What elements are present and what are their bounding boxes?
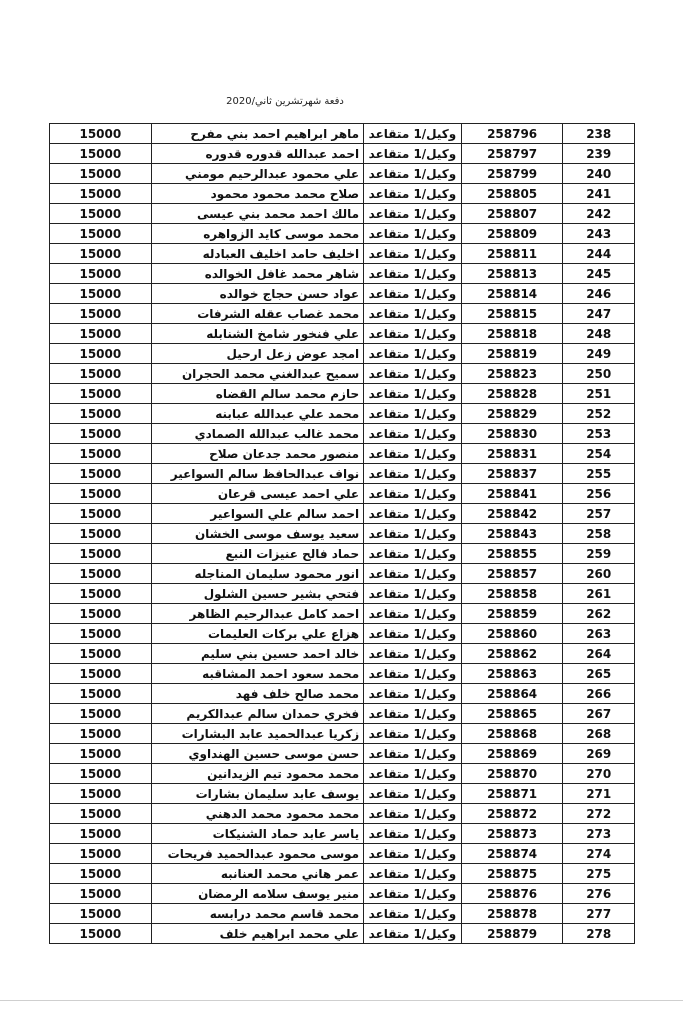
id-number-cell: 258876 — [461, 884, 563, 904]
amount-cell: 15000 — [50, 484, 152, 504]
id-number-cell: 258879 — [461, 924, 563, 944]
name-cell: علي احمد عيسى قرعان — [151, 484, 363, 504]
table-row — [50, 244, 635, 264]
serial-number-cell: 257 — [563, 504, 635, 524]
id-number-cell: 258841 — [461, 484, 563, 504]
name-cell: حازم محمد سالم القضاه — [151, 384, 363, 404]
id-number-cell: 258860 — [461, 624, 563, 644]
amount-cell: 15000 — [50, 284, 152, 304]
amount-cell: 15000 — [50, 804, 152, 824]
rank-cell: وكيل/1 متقاعد — [364, 404, 462, 424]
rank-cell: وكيل/1 متقاعد — [364, 644, 462, 664]
rank-cell: وكيل/1 متقاعد — [364, 824, 462, 844]
rank-cell: وكيل/1 متقاعد — [364, 484, 462, 504]
rank-cell: وكيل/1 متقاعد — [364, 844, 462, 864]
serial-number-cell: 261 — [563, 584, 635, 604]
id-number-cell: 258813 — [461, 264, 563, 284]
rank-cell: وكيل/1 متقاعد — [364, 884, 462, 904]
table-row — [50, 404, 635, 424]
id-number-cell: 258818 — [461, 324, 563, 344]
name-cell: موسى محمود عبدالحميد فريحات — [151, 844, 363, 864]
id-number-cell: 258855 — [461, 544, 563, 564]
serial-number-cell: 270 — [563, 764, 635, 784]
name-cell: محمد قاسم محمد درابسه — [151, 904, 363, 924]
serial-number-cell: 245 — [563, 264, 635, 284]
serial-number-cell: 238 — [563, 124, 635, 144]
id-number-cell: 258868 — [461, 724, 563, 744]
serial-number-cell: 248 — [563, 324, 635, 344]
name-cell: احمد كامل عبدالرحيم الظاهر — [151, 604, 363, 624]
rank-cell: وكيل/1 متقاعد — [364, 144, 462, 164]
name-cell: شاهر محمد غافل الخوالده — [151, 264, 363, 284]
table-row — [50, 784, 635, 804]
rank-cell: وكيل/1 متقاعد — [364, 624, 462, 644]
rank-cell: وكيل/1 متقاعد — [364, 204, 462, 224]
serial-number-cell: 246 — [563, 284, 635, 304]
table-row — [50, 904, 635, 924]
amount-cell: 15000 — [50, 144, 152, 164]
serial-number-cell: 264 — [563, 644, 635, 664]
amount-cell: 15000 — [50, 344, 152, 364]
name-cell: محمد علي عبدالله عبابنه — [151, 404, 363, 424]
table-row — [50, 464, 635, 484]
table-row — [50, 724, 635, 744]
table-row — [50, 424, 635, 444]
table-row — [50, 484, 635, 504]
id-number-cell: 258830 — [461, 424, 563, 444]
serial-number-cell: 272 — [563, 804, 635, 824]
rank-cell: وكيل/1 متقاعد — [364, 524, 462, 544]
table-row — [50, 764, 635, 784]
table-row — [50, 644, 635, 664]
id-number-cell: 258843 — [461, 524, 563, 544]
amount-cell: 15000 — [50, 584, 152, 604]
rank-cell: وكيل/1 متقاعد — [364, 924, 462, 944]
id-number-cell: 258873 — [461, 824, 563, 844]
table-row — [50, 884, 635, 904]
table-row — [50, 364, 635, 384]
rank-cell: وكيل/1 متقاعد — [364, 184, 462, 204]
rank-cell: وكيل/1 متقاعد — [364, 864, 462, 884]
serial-number-cell: 252 — [563, 404, 635, 424]
table-row — [50, 704, 635, 724]
amount-cell: 15000 — [50, 644, 152, 664]
serial-number-cell: 254 — [563, 444, 635, 464]
rank-cell: وكيل/1 متقاعد — [364, 564, 462, 584]
amount-cell: 15000 — [50, 204, 152, 224]
id-number-cell: 258871 — [461, 784, 563, 804]
table-row — [50, 304, 635, 324]
table-row — [50, 184, 635, 204]
name-cell: حماد فالح عنيزات النبع — [151, 544, 363, 564]
serial-number-cell: 262 — [563, 604, 635, 624]
amount-cell: 15000 — [50, 364, 152, 384]
serial-number-cell: 278 — [563, 924, 635, 944]
name-cell: خالد احمد حسين بني سليم — [151, 644, 363, 664]
rank-cell: وكيل/1 متقاعد — [364, 724, 462, 744]
amount-cell: 15000 — [50, 844, 152, 864]
payment-table-body — [50, 124, 635, 944]
id-number-cell: 258796 — [461, 124, 563, 144]
name-cell: صلاح محمد محمود محمود — [151, 184, 363, 204]
amount-cell: 15000 — [50, 744, 152, 764]
name-cell: انور محمود سليمان المناجله — [151, 564, 363, 584]
amount-cell: 15000 — [50, 864, 152, 884]
amount-cell: 15000 — [50, 264, 152, 284]
id-number-cell: 258865 — [461, 704, 563, 724]
name-cell: محمد محمود محمد الدهني — [151, 804, 363, 824]
serial-number-cell: 239 — [563, 144, 635, 164]
rank-cell: وكيل/1 متقاعد — [364, 744, 462, 764]
serial-number-cell: 255 — [563, 464, 635, 484]
table-row — [50, 604, 635, 624]
serial-number-cell: 251 — [563, 384, 635, 404]
amount-cell: 15000 — [50, 464, 152, 484]
serial-number-cell: 263 — [563, 624, 635, 644]
id-number-cell: 258829 — [461, 404, 563, 424]
amount-cell: 15000 — [50, 564, 152, 584]
serial-number-cell: 249 — [563, 344, 635, 364]
table-row — [50, 924, 635, 944]
id-number-cell: 258863 — [461, 664, 563, 684]
rank-cell: وكيل/1 متقاعد — [364, 664, 462, 684]
table-row — [50, 864, 635, 884]
name-cell: هزاع علي بركات العليمات — [151, 624, 363, 644]
table-row — [50, 684, 635, 704]
id-number-cell: 258859 — [461, 604, 563, 624]
amount-cell: 15000 — [50, 664, 152, 684]
rank-cell: وكيل/1 متقاعد — [364, 684, 462, 704]
rank-cell: وكيل/1 متقاعد — [364, 764, 462, 784]
amount-cell: 15000 — [50, 624, 152, 644]
amount-cell: 15000 — [50, 824, 152, 844]
table-row — [50, 384, 635, 404]
serial-number-cell: 243 — [563, 224, 635, 244]
amount-cell: 15000 — [50, 904, 152, 924]
id-number-cell: 258809 — [461, 224, 563, 244]
name-cell: محمد صالح خلف فهد — [151, 684, 363, 704]
serial-number-cell: 253 — [563, 424, 635, 444]
name-cell: حسن موسى حسين الهنداوي — [151, 744, 363, 764]
name-cell: علي محمد ابراهيم خلف — [151, 924, 363, 944]
name-cell: محمد سعود احمد المشاقبه — [151, 664, 363, 684]
rank-cell: وكيل/1 متقاعد — [364, 424, 462, 444]
serial-number-cell: 275 — [563, 864, 635, 884]
amount-cell: 15000 — [50, 224, 152, 244]
amount-cell: 15000 — [50, 304, 152, 324]
table-row — [50, 524, 635, 544]
table-row — [50, 324, 635, 344]
rank-cell: وكيل/1 متقاعد — [364, 544, 462, 564]
name-cell: احمد سالم علي السواعير — [151, 504, 363, 524]
id-number-cell: 258858 — [461, 584, 563, 604]
rank-cell: وكيل/1 متقاعد — [364, 704, 462, 724]
id-number-cell: 258828 — [461, 384, 563, 404]
rank-cell: وكيل/1 متقاعد — [364, 244, 462, 264]
serial-number-cell: 241 — [563, 184, 635, 204]
table-row — [50, 344, 635, 364]
name-cell: سعيد يوسف موسى الخشان — [151, 524, 363, 544]
name-cell: علي فنخور شامخ الشنابله — [151, 324, 363, 344]
amount-cell: 15000 — [50, 504, 152, 524]
name-cell: احمد عبدالله قدوره قدوره — [151, 144, 363, 164]
id-number-cell: 258864 — [461, 684, 563, 704]
id-number-cell: 258874 — [461, 844, 563, 864]
name-cell: محمد غصاب عقله الشرفات — [151, 304, 363, 324]
id-number-cell: 258823 — [461, 364, 563, 384]
name-cell: محمد غالب عبدالله الصمادي — [151, 424, 363, 444]
id-number-cell: 258842 — [461, 504, 563, 524]
rank-cell: وكيل/1 متقاعد — [364, 264, 462, 284]
name-cell: مالك احمد محمد بني عيسى — [151, 204, 363, 224]
id-number-cell: 258869 — [461, 744, 563, 764]
amount-cell: 15000 — [50, 244, 152, 264]
amount-cell: 15000 — [50, 884, 152, 904]
rank-cell: وكيل/1 متقاعد — [364, 804, 462, 824]
table-row — [50, 804, 635, 824]
rank-cell: وكيل/1 متقاعد — [364, 124, 462, 144]
table-row — [50, 584, 635, 604]
amount-cell: 15000 — [50, 604, 152, 624]
table-row — [50, 564, 635, 584]
serial-number-cell: 240 — [563, 164, 635, 184]
name-cell: منير يوسف سلامه الرمضان — [151, 884, 363, 904]
name-cell: محمد موسى كايد الزواهره — [151, 224, 363, 244]
id-number-cell: 258857 — [461, 564, 563, 584]
name-cell: زكريا عبدالحميد عابد البشارات — [151, 724, 363, 744]
table-row — [50, 164, 635, 184]
id-number-cell: 258875 — [461, 864, 563, 884]
id-number-cell: 258862 — [461, 644, 563, 664]
table-row — [50, 284, 635, 304]
amount-cell: 15000 — [50, 784, 152, 804]
table-row — [50, 504, 635, 524]
table-row — [50, 664, 635, 684]
id-number-cell: 258837 — [461, 464, 563, 484]
serial-number-cell: 266 — [563, 684, 635, 704]
serial-number-cell: 268 — [563, 724, 635, 744]
amount-cell: 15000 — [50, 924, 152, 944]
id-number-cell: 258799 — [461, 164, 563, 184]
serial-number-cell: 242 — [563, 204, 635, 224]
id-number-cell: 258814 — [461, 284, 563, 304]
id-number-cell: 258831 — [461, 444, 563, 464]
name-cell: منصور محمد جدعان صلاح — [151, 444, 363, 464]
rank-cell: وكيل/1 متقاعد — [364, 584, 462, 604]
amount-cell: 15000 — [50, 684, 152, 704]
serial-number-cell: 273 — [563, 824, 635, 844]
rank-cell: وكيل/1 متقاعد — [364, 304, 462, 324]
rank-cell: وكيل/1 متقاعد — [364, 444, 462, 464]
table-row — [50, 624, 635, 644]
serial-number-cell: 277 — [563, 904, 635, 924]
payment-table — [49, 123, 635, 944]
name-cell: اخليف حامد اخليف العبادله — [151, 244, 363, 264]
name-cell: سميح عبدالغني محمد الحجران — [151, 364, 363, 384]
table-row — [50, 264, 635, 284]
name-cell: ماهر ابراهيم احمد بني مفرح — [151, 124, 363, 144]
id-number-cell: 258811 — [461, 244, 563, 264]
rank-cell: وكيل/1 متقاعد — [364, 324, 462, 344]
amount-cell: 15000 — [50, 704, 152, 724]
serial-number-cell: 250 — [563, 364, 635, 384]
name-cell: فخري حمدان سالم عبدالكريم — [151, 704, 363, 724]
table-row — [50, 744, 635, 764]
name-cell: يوسف عابد سليمان بشارات — [151, 784, 363, 804]
amount-cell: 15000 — [50, 424, 152, 444]
serial-number-cell: 267 — [563, 704, 635, 724]
table-row — [50, 544, 635, 564]
serial-number-cell: 269 — [563, 744, 635, 764]
table-row — [50, 124, 635, 144]
serial-number-cell: 244 — [563, 244, 635, 264]
amount-cell: 15000 — [50, 164, 152, 184]
id-number-cell: 258819 — [461, 344, 563, 364]
amount-cell: 15000 — [50, 724, 152, 744]
rank-cell: وكيل/1 متقاعد — [364, 344, 462, 364]
rank-cell: وكيل/1 متقاعد — [364, 284, 462, 304]
id-number-cell: 258805 — [461, 184, 563, 204]
serial-number-cell: 271 — [563, 784, 635, 804]
rank-cell: وكيل/1 متقاعد — [364, 904, 462, 924]
id-number-cell: 258807 — [461, 204, 563, 224]
table-row — [50, 444, 635, 464]
serial-number-cell: 276 — [563, 884, 635, 904]
rank-cell: وكيل/1 متقاعد — [364, 224, 462, 244]
rank-cell: وكيل/1 متقاعد — [364, 784, 462, 804]
rank-cell: وكيل/1 متقاعد — [364, 604, 462, 624]
name-cell: ياسر عابد حماد الشنيكات — [151, 824, 363, 844]
table-row — [50, 224, 635, 244]
rank-cell: وكيل/1 متقاعد — [364, 464, 462, 484]
rank-cell: وكيل/1 متقاعد — [364, 384, 462, 404]
name-cell: امجد عوض زعل ارحيل — [151, 344, 363, 364]
name-cell: نواف عبدالحافظ سالم السواعير — [151, 464, 363, 484]
page-bottom-divider — [0, 1000, 683, 1001]
serial-number-cell: 258 — [563, 524, 635, 544]
amount-cell: 15000 — [50, 384, 152, 404]
amount-cell: 15000 — [50, 124, 152, 144]
rank-cell: وكيل/1 متقاعد — [364, 164, 462, 184]
table-row — [50, 824, 635, 844]
id-number-cell: 258797 — [461, 144, 563, 164]
rank-cell: وكيل/1 متقاعد — [364, 504, 462, 524]
amount-cell: 15000 — [50, 444, 152, 464]
table-row — [50, 204, 635, 224]
table-row — [50, 844, 635, 864]
serial-number-cell: 247 — [563, 304, 635, 324]
name-cell: عواد حسن حجاج خوالده — [151, 284, 363, 304]
id-number-cell: 258878 — [461, 904, 563, 924]
amount-cell: 15000 — [50, 404, 152, 424]
table-row — [50, 144, 635, 164]
serial-number-cell: 274 — [563, 844, 635, 864]
serial-number-cell: 259 — [563, 544, 635, 564]
document-title: دفعة شهرتشرين ثاني/2020 — [226, 96, 344, 107]
id-number-cell: 258872 — [461, 804, 563, 824]
name-cell: فتحي بشير حسين الشلول — [151, 584, 363, 604]
rank-cell: وكيل/1 متقاعد — [364, 364, 462, 384]
serial-number-cell: 256 — [563, 484, 635, 504]
amount-cell: 15000 — [50, 524, 152, 544]
amount-cell: 15000 — [50, 764, 152, 784]
name-cell: علي محمود عبدالرحيم مومني — [151, 164, 363, 184]
name-cell: عمر هاني محمد العنانبه — [151, 864, 363, 884]
id-number-cell: 258815 — [461, 304, 563, 324]
serial-number-cell: 260 — [563, 564, 635, 584]
amount-cell: 15000 — [50, 544, 152, 564]
name-cell: محمد محمود تيم الزيدانين — [151, 764, 363, 784]
amount-cell: 15000 — [50, 184, 152, 204]
id-number-cell: 258870 — [461, 764, 563, 784]
serial-number-cell: 265 — [563, 664, 635, 684]
amount-cell: 15000 — [50, 324, 152, 344]
